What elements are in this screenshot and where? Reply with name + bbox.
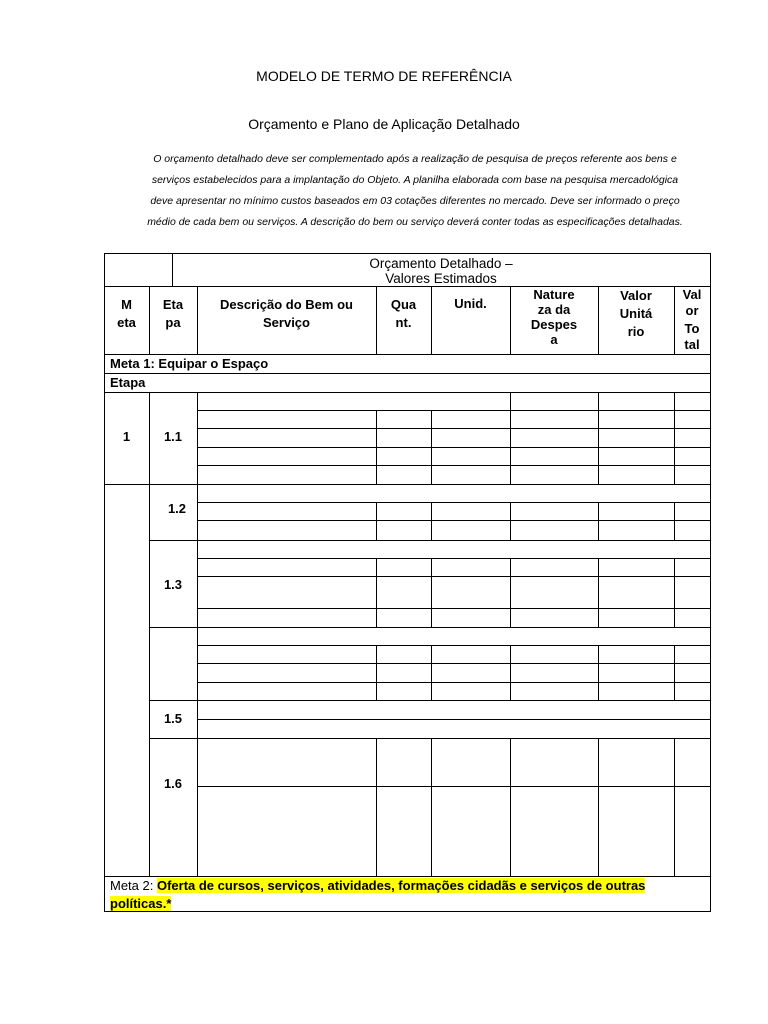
- col-header-etapa-line2: pa: [165, 315, 181, 330]
- document-title: MODELO DE TERMO DE REFERÊNCIA: [256, 68, 512, 84]
- col-header-quant: [376, 296, 431, 332]
- col-header-meta: [104, 296, 149, 332]
- etapa-1-5: 1.5: [163, 711, 183, 726]
- etapa-1-3: 1.3: [163, 577, 183, 592]
- meta2-row: [110, 877, 705, 913]
- col-header-etapa-line1: Eta: [162, 297, 184, 312]
- col-header-valor-total: [674, 287, 710, 353]
- col-header-unid: Unid.: [454, 296, 487, 311]
- table-banner: [172, 256, 710, 286]
- col-header-valor-total-line3: To: [684, 321, 700, 336]
- meta-number: 1: [122, 429, 131, 444]
- meta1-label: Meta 1: Equipar o Espaço: [110, 356, 269, 371]
- col-header-valor-unitario-line3: rio: [627, 324, 645, 339]
- col-header-natureza-line4: a: [550, 332, 558, 347]
- col-header-valor-total-line1: Val: [682, 287, 702, 302]
- etapa-label: Etapa: [110, 375, 146, 390]
- intro-paragraph: O orçamento detalhado deve ser complementado após a realização de pesquisa de preços referente aos bens e serviços estabelecidos para a implantação do Objeto. A planilha elaborada com base na pesquisa mercadológica deve apresentar no mínimo custos baseados em 03 cotações diferentes no mercado. Deve ser informado o preço médio de cada bem ou serviços. A descrição do bem ou serviço deverá conter todas as especificações detalhadas.: [147, 153, 683, 228]
- document-subtitle: Orçamento e Plano de Aplicação Detalhado: [248, 116, 520, 132]
- etapa-1-2: 1.2: [167, 501, 187, 516]
- meta2-highlight-line2: políticas.*: [110, 896, 172, 911]
- col-header-valor-total-line2: or: [685, 303, 699, 318]
- col-header-meta-line1: M: [121, 297, 132, 312]
- etapa-1-6: 1.6: [163, 776, 183, 791]
- col-header-natureza-line2: za da: [537, 302, 571, 317]
- table-banner-line2: Valores Estimados: [385, 271, 497, 286]
- col-header-valor-unitario-line2: Unitá: [619, 306, 653, 321]
- col-header-meta-line2: eta: [117, 315, 136, 330]
- table-banner-line1: Orçamento Detalhado –: [369, 256, 513, 271]
- col-header-natureza-line1: Nature: [533, 287, 575, 302]
- col-header-descricao-line2: Serviço: [263, 315, 310, 330]
- meta2-prefix: Meta 2:: [110, 878, 157, 893]
- meta2-highlight-line1: Oferta de cursos, serviços, atividades, formações cidadãs e serviços de outras: [156, 878, 646, 893]
- col-header-quant-line2: nt.: [395, 315, 412, 330]
- etapa-1-1: 1.1: [163, 429, 183, 444]
- col-header-natureza-line3: Despes: [530, 317, 578, 332]
- col-header-etapa: [149, 296, 197, 332]
- col-header-valor-unitario: [598, 287, 674, 341]
- col-header-valor-unitario-line1: Valor: [620, 288, 652, 303]
- col-header-descricao-line1: Descrição do Bem ou: [220, 297, 353, 312]
- col-header-natureza: [510, 287, 598, 347]
- col-header-quant-line1: Qua: [390, 297, 417, 312]
- col-header-valor-total-line4: tal: [684, 337, 700, 352]
- col-header-descricao: [197, 296, 376, 332]
